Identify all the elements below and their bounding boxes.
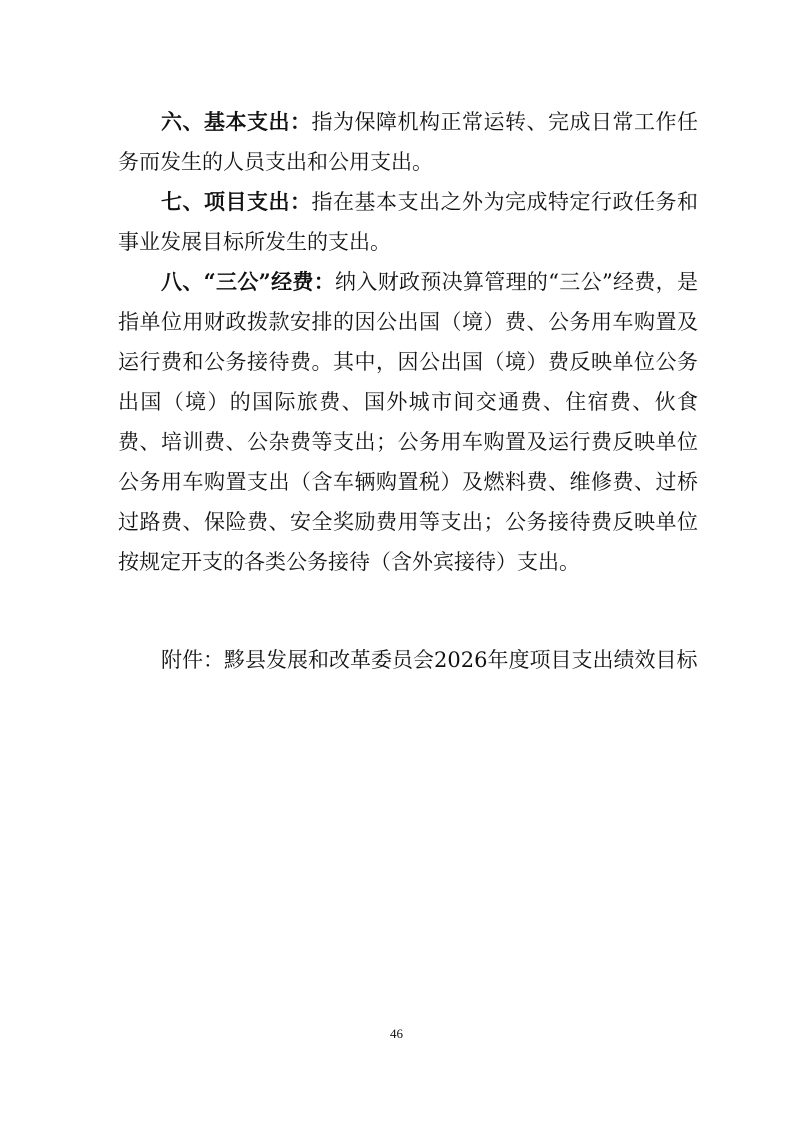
definition-text: 纳入财政预决算管理的“三公”经费，是指单位用财政拨款安排的因公出国（境）费、公务用车购置及运行费和公务接待费。其中，因公出国（境）费反映单位公务出国（境）的国际旅费、国外城市间交通费、住宿费、伙食费、培训费、公杂费等支出；公务用车购置及运行费反映单位公务用车购置支出（含车辆购置税）及燃料费、维修费、过桥过路费、保险费、安全奖励费用等支出；公务接待费反映单位按规定开支的各类公务接待（含外宾接待）支出。	[118, 270, 698, 574]
definition-project-expenditure	[118, 182, 698, 262]
definition-three-public-funds	[118, 262, 698, 582]
definition-term: 八、“三公”经费：	[161, 269, 336, 294]
document-body	[118, 102, 698, 680]
definition-text: 指为保障机构正常运转、完成日常工作任务而发生的人员支出和公用支出。	[118, 110, 698, 174]
attachment-note: 附件：黟县发展和改革委员会2026年度项目支出绩效目标	[161, 648, 698, 672]
definition-basic-expenditure	[118, 102, 698, 182]
page-number: 46	[390, 1026, 403, 1041]
definition-term: 七、项目支出：	[161, 189, 312, 214]
definition-text: 指在基本支出之外为完成特定行政任务和事业发展目标所发生的支出。	[118, 190, 698, 254]
definition-term: 六、基本支出：	[161, 109, 312, 134]
